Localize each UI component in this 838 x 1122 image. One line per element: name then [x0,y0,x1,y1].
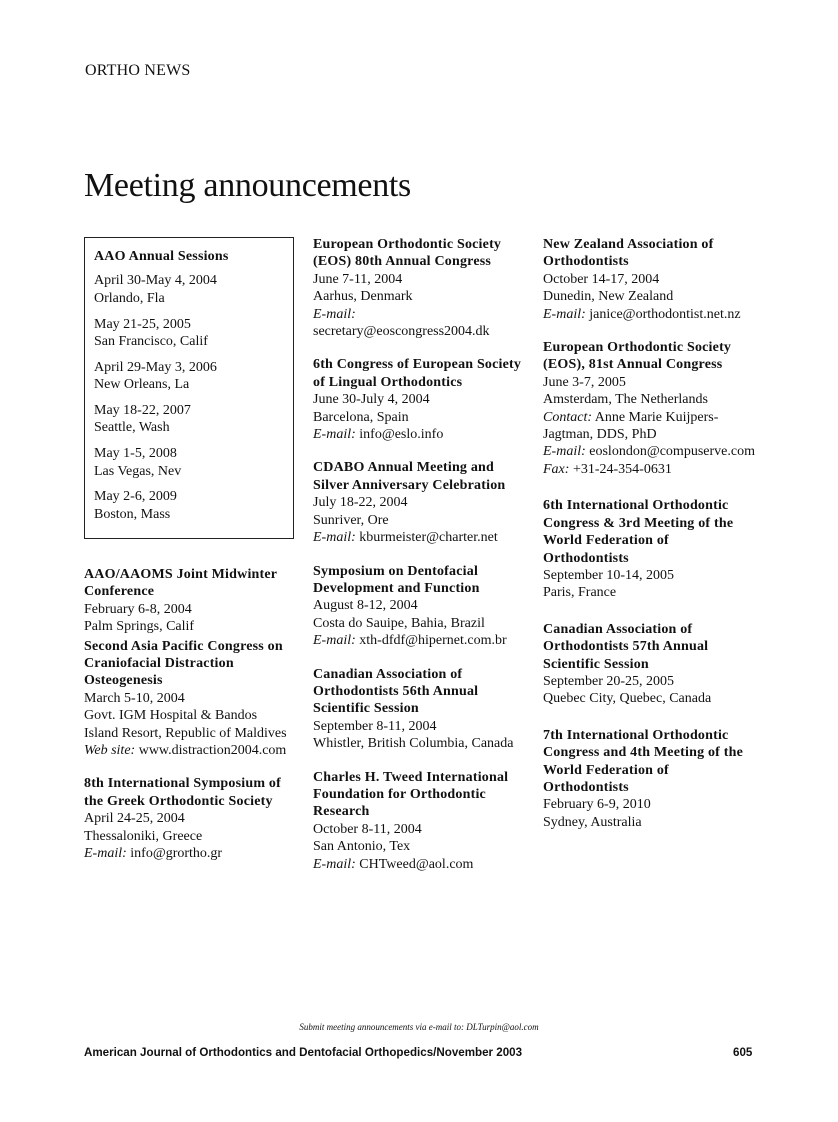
meeting-date: September 10-14, 2005 [543,567,675,583]
meeting-entry [84,775,304,862]
meeting-heading: Orthodontists 56th Annual [313,683,479,699]
meeting-location: Aarhus, Denmark [313,289,413,305]
meeting-date: March 5-10, 2004 [84,690,185,706]
fax-label: Fax: [543,461,570,477]
meeting-heading: 6th Congress of European Society [313,357,522,373]
meeting-date: April 24-25, 2004 [84,811,185,827]
email-link[interactable]: secretary@eoscongress2004.dk [313,324,490,340]
session-date: April 30-May 4, 2004 [94,273,217,289]
meeting-location: Govt. IGM Hospital & Bandos [84,708,258,724]
email-link[interactable]: info@eslo.info [359,427,444,443]
page-number: 605 [733,1046,753,1059]
contact-label: E-mail: [313,306,356,322]
meeting-heading: Orthodontists [543,550,629,566]
column-middle [313,236,533,889]
section-header: ORTHO NEWS [85,62,191,79]
meeting-contact [543,306,768,323]
meeting-heading: Canadian Association of [313,666,463,682]
meeting-heading: (EOS), 81st Annual Congress [543,357,723,373]
column-left [84,566,304,879]
meeting-contact [313,426,533,443]
session-place: Boston, Mass [94,506,171,522]
submit-note: Submit meeting announcements via e-mail to: DLTurpin@aol.com [299,1022,539,1032]
meeting-date: July 18-22, 2004 [313,495,408,511]
meeting-heading: Charles H. Tweed International [313,769,509,785]
meeting-contact [313,856,533,873]
meeting-date: June 30-July 4, 2004 [313,392,430,408]
email-link[interactable]: janice@orthodontist.net.nz [589,306,741,322]
meeting-email [543,443,768,460]
session-date: May 1-5, 2008 [94,446,177,462]
email-label: E-mail: [543,444,586,460]
meeting-date: October 8-11, 2004 [313,821,422,837]
meeting-date: February 6-9, 2010 [543,797,651,813]
meeting-heading: New Zealand Association of [543,237,714,252]
contact-name-cont: Jagtman, DDS, PhD [543,427,657,443]
email-link[interactable]: xth-dfdf@hipernet.com.br [359,633,507,649]
meeting-heading: Conference [84,584,155,600]
meeting-location: Amsterdam, The Netherlands [543,392,708,408]
meeting-entry [313,769,533,873]
contact-name: Anne Marie Kuijpers- [594,409,719,425]
meeting-contact [84,742,304,759]
meeting-location: Thessaloniki, Greece [84,828,203,844]
meeting-location: Sydney, Australia [543,814,642,830]
meeting-heading: CDABO Annual Meeting and [313,460,494,476]
email-link[interactable]: kburmeister@charter.net [359,530,498,546]
meeting-entry [84,566,304,636]
session-date: May 21-25, 2005 [94,316,191,332]
meeting-heading: 7th International Orthodontic [543,727,729,743]
meeting-entry [543,727,768,831]
meeting-heading: Research [313,804,370,820]
meeting-date: October 14-17, 2004 [543,271,660,287]
meeting-date: September 8-11, 2004 [313,718,437,734]
meeting-date: August 8-12, 2004 [313,598,418,614]
meeting-location: San Antonio, Tex [313,839,411,855]
website-link[interactable]: www.distraction2004.com [138,743,287,759]
meeting-heading: Silver Anniversary Celebration [313,477,506,493]
meeting-location: Paris, France [543,585,617,601]
contact-label: E-mail: [543,306,586,322]
meeting-location: Barcelona, Spain [313,409,409,425]
meeting-fax [543,461,768,478]
meeting-date: June 3-7, 2005 [543,374,626,390]
meeting-location: Dunedin, New Zealand [543,289,674,305]
meeting-location: Costa do Sauipe, Bahia, Brazil [313,615,485,631]
meeting-entry [543,339,768,478]
meeting-heading: European Orthodontic Society [313,237,502,252]
meeting-entry [313,356,533,443]
meeting-contact [313,529,533,546]
meeting-heading: the Greek Orthodontic Society [84,793,273,809]
meeting-entry [84,638,304,760]
meeting-heading: World Federation of [543,533,669,549]
meeting-heading: Scientific Session [543,656,649,672]
meeting-heading: 8th International Symposium of [84,776,281,792]
contact-label: E-mail: [313,427,356,443]
session-place: New Orleans, La [94,377,190,393]
session-place: Seattle, Wash [94,420,170,436]
meeting-entry [543,236,768,323]
meeting-date: February 6-8, 2004 [84,601,192,617]
meeting-location: Sunriver, Ore [313,512,389,528]
aao-session [94,359,293,394]
session-place: Las Vegas, Nev [94,463,182,479]
aao-session [94,272,293,307]
meeting-entry [313,236,533,340]
aao-session [94,488,293,523]
meeting-heading: World Federation of [543,762,669,778]
contact-label: E-mail: [313,633,356,649]
meeting-contact [84,845,304,862]
meeting-contact [543,409,768,426]
meeting-heading: Development and Function [313,580,480,596]
meeting-heading: Osteogenesis [84,673,163,689]
meeting-location: Quebec City, Quebec, Canada [543,691,712,707]
meeting-heading: (EOS) 80th Annual Congress [313,254,492,270]
aao-sessions-box [84,237,294,539]
contact-label: E-mail: [313,856,356,872]
email-link[interactable]: eoslondon@compuserve.com [589,444,755,460]
contact-label: E-mail: [313,530,356,546]
aao-session [94,402,293,437]
meeting-heading: Second Asia Pacific Congress on [84,638,283,654]
session-date: April 29-May 3, 2006 [94,359,217,375]
page-title: Meeting announcements [84,167,411,204]
meeting-date: September 20-25, 2005 [543,673,675,689]
column-right [543,236,768,847]
meeting-heading: Orthodontists [543,254,629,270]
aao-box-heading: AAO Annual Sessions [94,249,229,264]
meeting-heading: of Lingual Orthodontics [313,374,463,390]
aao-session [94,445,293,480]
journal-footer: American Journal of Orthodontics and Dentofacial Orthopedics/November 2003 [84,1046,523,1059]
meeting-heading: Symposium on Dentofacial [313,563,479,579]
contact-label: E-mail: [84,846,127,862]
meeting-entry [313,666,533,753]
fax-number: +31-24-354-0631 [572,461,672,477]
session-place: San Francisco, Calif [94,334,208,350]
meeting-heading: Orthodontists 57th Annual [543,639,709,655]
contact-label: Contact: [543,409,592,425]
meeting-heading: Scientific Session [313,701,419,717]
meeting-entry [313,459,533,546]
meeting-heading: AAO/AAOMS Joint Midwinter [84,567,278,582]
session-date: May 2-6, 2009 [94,489,177,505]
meeting-date: June 7-11, 2004 [313,271,403,287]
email-link[interactable]: CHTweed@aol.com [359,856,474,872]
meeting-location: Whistler, British Columbia, Canada [313,736,514,752]
meeting-heading: Congress and 4th Meeting of the [543,745,743,761]
session-place: Orlando, Fla [94,290,165,306]
meeting-heading: Craniofacial Distraction [84,656,234,672]
meeting-heading: Canadian Association of [543,621,693,637]
meeting-entry [543,621,768,708]
meeting-location: Palm Springs, Calif [84,619,195,635]
session-date: May 18-22, 2007 [94,403,191,419]
contact-label: Web site: [84,743,136,759]
meeting-heading: Congress & 3rd Meeting of the [543,515,734,531]
email-link[interactable]: info@grortho.gr [130,846,223,862]
meeting-heading: Orthodontists [543,779,629,795]
aao-session [94,316,293,351]
meeting-contact [313,632,533,649]
meeting-location: Island Resort, Republic of Maldives [84,725,287,741]
meeting-entry [313,563,533,650]
meeting-heading: 6th International Orthodontic [543,498,729,514]
meeting-heading: Foundation for Orthodontic [313,786,486,802]
meeting-entry [543,497,768,601]
meeting-heading: European Orthodontic Society [543,340,732,356]
